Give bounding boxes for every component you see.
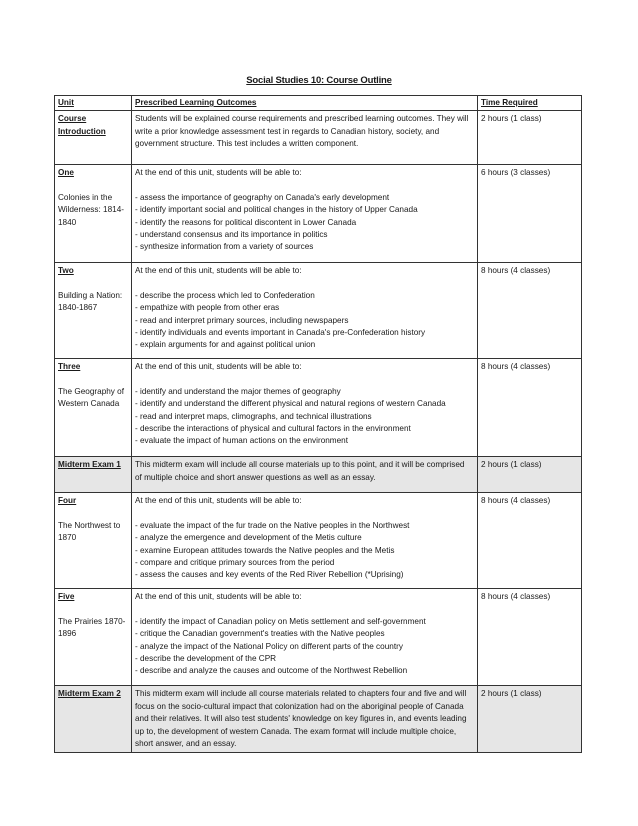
unit-number: One — [58, 168, 74, 178]
row-description: This midterm exam will include all course materials related to chapters four and five and will focus on the socio-cultural impact that colonization had on the aboriginal people of Canada and their relatives. It will also test students' knowledge on key figures in, and events leading up to, the development of western Canada. The exam format will include multiple choice, short answer, and an essay. — [135, 689, 467, 749]
unit-cell — [55, 493, 132, 589]
time-cell: 6 hours (3 classes) — [478, 165, 582, 263]
outcomes-cell — [132, 111, 478, 165]
unit-name: The Prairies 1870-1896 — [58, 616, 126, 639]
list-item: - synthesize information from a variety of sources — [135, 242, 314, 252]
outcomes-intro: At the end of this unit, students will be able to: — [135, 266, 302, 276]
unit-number: Course Introduction — [58, 114, 106, 136]
list-item: - examine European attitudes towards the Native peoples and the Metis — [135, 545, 395, 555]
time-cell: 8 hours (4 classes) — [478, 359, 582, 457]
outcomes-cell — [132, 493, 478, 589]
list-item: - identify important social and political changes in the history of Upper Canada — [135, 205, 418, 215]
list-item: - empathize with people from other eras — [135, 303, 280, 313]
list-item: - understand consensus and its importance in politics — [135, 230, 328, 240]
list-item: - read and interpret maps, climographs, and technical illustrations — [135, 411, 372, 421]
outcomes-cell — [132, 359, 478, 457]
outcomes-cell — [132, 165, 478, 263]
outcomes-cell — [132, 686, 478, 753]
unit-cell — [55, 263, 132, 359]
list-item: - analyze the impact of the National Policy on different parts of the country — [135, 641, 403, 651]
unit-name: Building a Nation: 1840-1867 — [58, 290, 123, 313]
table-row — [55, 589, 582, 686]
header-time: Time Required — [478, 96, 582, 111]
outcome-list — [135, 290, 473, 352]
unit-number: Two — [58, 266, 74, 276]
list-item: - evaluate the impact of human actions on the environment — [135, 436, 348, 446]
course-outline-table — [54, 95, 582, 753]
time-cell: 8 hours (4 classes) — [478, 589, 582, 686]
unit-number: Five — [58, 592, 75, 602]
list-item: - compare and critique primary sources from the period — [135, 558, 335, 568]
outcomes-intro: At the end of this unit, students will be able to: — [135, 362, 302, 372]
table-header-row — [55, 96, 582, 111]
unit-number: Midterm Exam 2 — [58, 689, 121, 699]
unit-name: The Northwest to 1870 — [58, 520, 121, 543]
outcome-list — [135, 616, 473, 678]
unit-name: Colonies in the Wilderness: 1814-1840 — [58, 192, 124, 227]
list-item: - assess the importance of geography on Canada's early development — [135, 192, 390, 202]
outcomes-intro: At the end of this unit, students will be able to: — [135, 592, 302, 602]
header-outcomes: Prescribed Learning Outcomes — [132, 96, 478, 111]
list-item: - assess the causes and key events of the Red River Rebellion (*Uprising) — [135, 570, 404, 580]
table-row — [55, 165, 582, 263]
unit-cell — [55, 457, 132, 493]
unit-number: Midterm Exam 1 — [58, 460, 121, 470]
table-row — [55, 686, 582, 753]
list-item: - describe the development of the CPR — [135, 654, 277, 664]
list-item: - describe the process which led to Confederation — [135, 290, 315, 300]
table-row — [55, 263, 582, 359]
unit-cell — [55, 165, 132, 263]
unit-number: Three — [58, 362, 81, 372]
list-item: - identify and understand the major themes of geography — [135, 386, 341, 396]
outcome-list — [135, 386, 473, 448]
list-item: - critique the Canadian government's treaties with the Native peoples — [135, 629, 385, 639]
outcome-list — [135, 192, 473, 254]
unit-name: The Geography of Western Canada — [58, 386, 124, 409]
time-cell: 8 hours (4 classes) — [478, 493, 582, 589]
list-item: - explain arguments for and against political union — [135, 340, 316, 350]
time-cell: 2 hours (1 class) — [478, 111, 582, 165]
list-item: - read and interpret primary sources, including newspapers — [135, 315, 349, 325]
list-item: - identify the impact of Canadian policy on Metis settlement and self-government — [135, 616, 426, 626]
list-item: - analyze the emergence and development of the Metis culture — [135, 533, 362, 543]
page-title: Social Studies 10: Course Outline — [246, 75, 392, 86]
unit-cell — [55, 589, 132, 686]
list-item: - evaluate the impact of the fur trade on the Native peoples in the Northwest — [135, 520, 410, 530]
list-item: - describe and analyze the causes and outcome of the Northwest Rebellion — [135, 666, 408, 676]
table-row — [55, 493, 582, 589]
outcomes-cell — [132, 263, 478, 359]
outcomes-cell — [132, 589, 478, 686]
time-cell: 2 hours (1 class) — [478, 457, 582, 493]
list-item: - describe the interactions of physical and cultural factors in the environment — [135, 424, 411, 434]
unit-cell — [55, 686, 132, 753]
table-row — [55, 457, 582, 493]
unit-number: Four — [58, 496, 77, 506]
unit-cell — [55, 111, 132, 165]
list-item: - identify the reasons for political discontent in Lower Canada — [135, 217, 357, 227]
row-description: This midterm exam will include all course materials up to this point, and it will be comprised of multiple choice and short answer questions as well as an essay. — [135, 460, 465, 482]
table-row — [55, 359, 582, 457]
unit-cell — [55, 359, 132, 457]
list-item: - identify and understand the different physical and natural regions of western Canada — [135, 399, 446, 409]
time-cell: 8 hours (4 classes) — [478, 263, 582, 359]
list-item: - identify individuals and events important in Canada's pre-Confederation history — [135, 328, 426, 338]
outcomes-intro: At the end of this unit, students will be able to: — [135, 496, 302, 506]
outcomes-cell — [132, 457, 478, 493]
time-cell: 2 hours (1 class) — [478, 686, 582, 753]
outcomes-intro: At the end of this unit, students will be able to: — [135, 168, 302, 178]
row-description: Students will be explained course requirements and prescribed learning outcomes. They will write a prior knowledge assessment test in regards to Canadian history, society, and government structure. This test includes a written component. — [135, 114, 469, 149]
table-row — [55, 111, 582, 165]
outcome-list — [135, 520, 473, 582]
header-unit: Unit — [55, 96, 132, 111]
